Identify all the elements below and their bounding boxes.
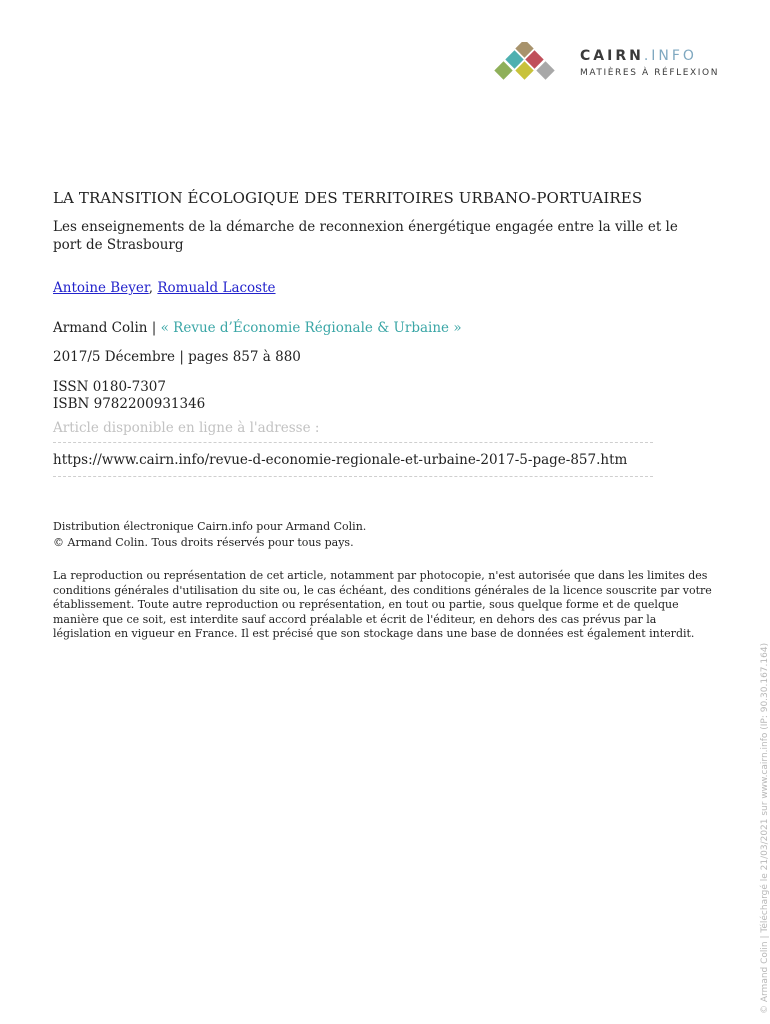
cairn-logo[interactable] (488, 42, 728, 90)
article-subtitle: Les enseignements de la démarche de reconnexion énergétique engagée entre la ville et le port de Strasbourg (53, 219, 678, 253)
divider (53, 476, 653, 477)
divider (53, 442, 653, 443)
article-info (53, 188, 713, 642)
author-separator: , (148, 280, 158, 296)
brand-tagline: MATIÈRES À RÉFLEXION (580, 68, 720, 78)
issue-info: 2017/5 Décembre | pages 857 à 880 (53, 349, 301, 365)
journal-link[interactable]: « Revue d’Économie Régionale & Urbaine » (160, 320, 462, 336)
isbn: ISBN 9782200931346 (53, 396, 206, 412)
cairn-mosaic-icon (488, 42, 578, 90)
authors (53, 280, 713, 296)
download-watermark: © Armand Colin | Téléchargé le 21/03/2021 sur www.cairn.info (IP: 90.30.167.164) (760, 642, 770, 1014)
available-label: Article disponible en ligne à l'adresse : (53, 420, 320, 436)
distribution-line: Distribution électronique Cairn.info pour Armand Colin. (53, 520, 367, 533)
brand-name: CAIRN.INFO (580, 48, 697, 64)
copyright-line: © Armand Colin. Tous droits réservés pour tous pays. (53, 536, 354, 549)
publisher-line (53, 320, 713, 336)
distribution-notice (53, 519, 713, 551)
author-link[interactable]: Romuald Lacoste (157, 280, 276, 296)
article-url[interactable]: https://www.cairn.info/revue-d-economie-regionale-et-urbaine-2017-5-page-857.htm (53, 452, 628, 468)
author-link[interactable]: Antoine Beyer (53, 280, 149, 296)
identifiers (53, 379, 713, 413)
article-title: LA TRANSITION ÉCOLOGIQUE DES TERRITOIRES URBANO-PORTUAIRES (53, 189, 643, 207)
publisher: Armand Colin | (53, 320, 157, 336)
legal-notice: La reproduction ou représentation de cet article, notamment par photocopie, n'est autorisée que dans les limites des conditions générales d'utilisation du site ou, le cas échéant, des conditions générales de la licence souscrite par votre établissement. Toute autre reproduction ou représentation, en tout ou partie, sous quelque forme et de quelque manière que ce soit, est interdite sauf accord préalable et écrit de l'éditeur, en dehors des cas prévus par la législation en vigueur en France. Il est précisé que son stockage dans une base de données est également interdit. (53, 569, 712, 640)
issn: ISSN 0180-7307 (53, 379, 166, 395)
